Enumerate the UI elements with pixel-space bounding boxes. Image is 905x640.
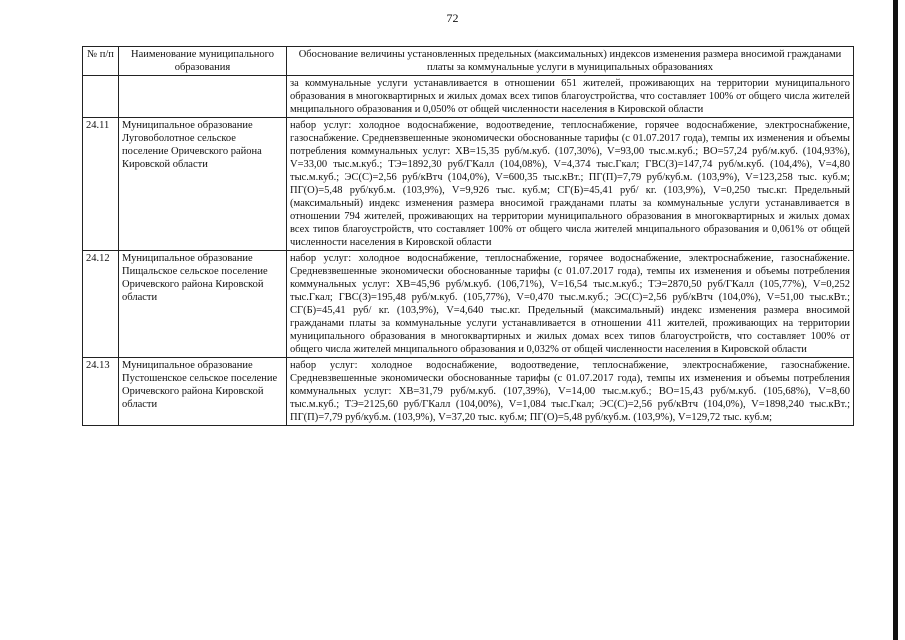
- tariff-table: [82, 46, 854, 426]
- table-row: [83, 358, 854, 426]
- header-num: № п/п: [83, 47, 119, 76]
- municipality-name: Муниципальное образование Пищальское сельское поселение Оричевского района Кировской области: [119, 251, 287, 358]
- municipality-name: Муниципальное образование Луговоболотное сельское поселение Оричевского района Кировской области: [119, 118, 287, 251]
- scan-edge-bar: [893, 0, 898, 640]
- row-number: 24.12: [83, 251, 119, 358]
- tariff-text: набор услуг: холодное водоснабжение, водоотведение, теплоснабжение, электроснабжение, газоснабжение. Средневзвешенные экономически обоснованные тарифы (с 01.07.2017 года), темпы их изменения и объемы потребления коммунальных услуг: ХВ=31,79 руб/м.куб. (107,39%), V=14,00 тыс.м.куб.; ВО=15,43 руб/м.куб. (105,68%), V=8,60 тыс.м.куб.; ТЭ=2125,60 руб/ГКалл (104,00%), V=1,084 тыс.Гкал; ЭС(С)=2,56 руб/кВтч (104,0%), V=1898,240 тыс.кВт.; ПГ(П)=7,79 руб/куб.м. (103,9%), V=37,20 тыс. куб.м; ПГ(О)=5,48 руб/куб.м. (103,9%), V=129,72 тыс. куб.м;: [287, 358, 854, 426]
- header-basis: Обоснование величины установленных предельных (максимальных) индексов изменения размера вносимой гражданами платы за коммунальные услуги в муниципальных образованиях: [287, 47, 854, 76]
- row-number: 24.11: [83, 118, 119, 251]
- tariff-text: набор услуг: холодное водоснабжение, водоотведение, теплоснабжение, горячее водоснабжение, электроснабжение, газоснабжение. Средневзвешенные экономически обоснованные тарифы (с 01.07.2017 года), темпы их изменения и объемы потребления коммунальных услуг: ХВ=15,35 руб/м.куб. (107,30%), V=93,00 тыс.м.куб.; ВО=57,24 руб/м.куб. (104,93%), V=33,00 тыс.м.куб.; ТЭ=1892,30 руб/ГКалл (104,08%), V=4,374 тыс.Гкал; ГВС(З)=147,74 руб/м.куб. (104,4%), V=4,80 тыс.м.куб.; ЭС(С)=2,56 руб/кВтч (104,0%), V=600,35 тыс.кВт.; ПГ(П)=7,79 руб/куб.м. (103,9%), V=123,258 тыс. куб.м; ПГ(О)=5,48 руб/куб.м. (103,9%), V=9,926 тыс. куб.м; СГ(Б)=45,41 руб/ кг. (103,9%), V=0,250 тыс.кг. Предельный (максимальный) индекс изменения размера вносимой гражданами платы за коммунальные услуги устанавливается в отношении 794 жителей, проживающих на территории муниципального образования в многоквартирных и жилых домах всех типов благоустройств, что составляет 100% от общего числа жителей мнципального образования и 0,061% от общей численности населения в Кировской области: [287, 118, 854, 251]
- table-row: [83, 251, 854, 358]
- continuation-text: за коммунальные услуги устанавливается в отношении 651 жителей, проживающих на территории муниципального образования в многоквартирных и жилых домах всех типов благоустройства, что составляет 100% от общего числа жителей мнципального образования и 0,050% от общей численности населения в Кировской области: [287, 76, 854, 118]
- empty-cell: [83, 76, 119, 118]
- tariff-text: набор услуг: холодное водоснабжение, теплоснабжение, горячее водоснабжение, электроснабжение, газоснабжение. Средневзвешенные экономически обоснованные тарифы (с 01.07.2017 года), темпы их изменения и объемы потребления коммунальных услуг: ХВ=45,96 руб/м.куб. (106,71%), V=16,54 тыс.м.куб.; ТЭ=2870,50 руб/ГКалл (105,77%), V=0,252 тыс.Гкал; ГВС(З)=195,48 руб/м.куб. (105,77%), V=0,470 тыс.м.куб.; ЭС(С)=2,56 руб/кВтч (104,0%), V=51,00 тыс.кВт.; СГ(Б)=45,41 руб/ кг. (103,9%), V=4,640 тыс.кг. Предельный (максимальный) индекс изменения размера вносимой гражданами платы за коммунальные услуги устанавливается в отношении 411 жителей, проживающих на территории муниципального образования в многоквартирных и жилых домах всех типов благоустройств, что составляет 100% от общего числа жителей мнципального образования и 0,032% от общей численности населения в Кировской области: [287, 251, 854, 358]
- table-row: [83, 118, 854, 251]
- municipality-name: Муниципальное образование Пустошенское сельское поселение Оричевского района Кировской области: [119, 358, 287, 426]
- row-number: 24.13: [83, 358, 119, 426]
- table-header-row: [83, 47, 854, 76]
- page-number: 72: [446, 11, 459, 25]
- header-name: Наименование муниципального образования: [119, 47, 287, 76]
- empty-cell: [119, 76, 287, 118]
- table-row: [83, 76, 854, 118]
